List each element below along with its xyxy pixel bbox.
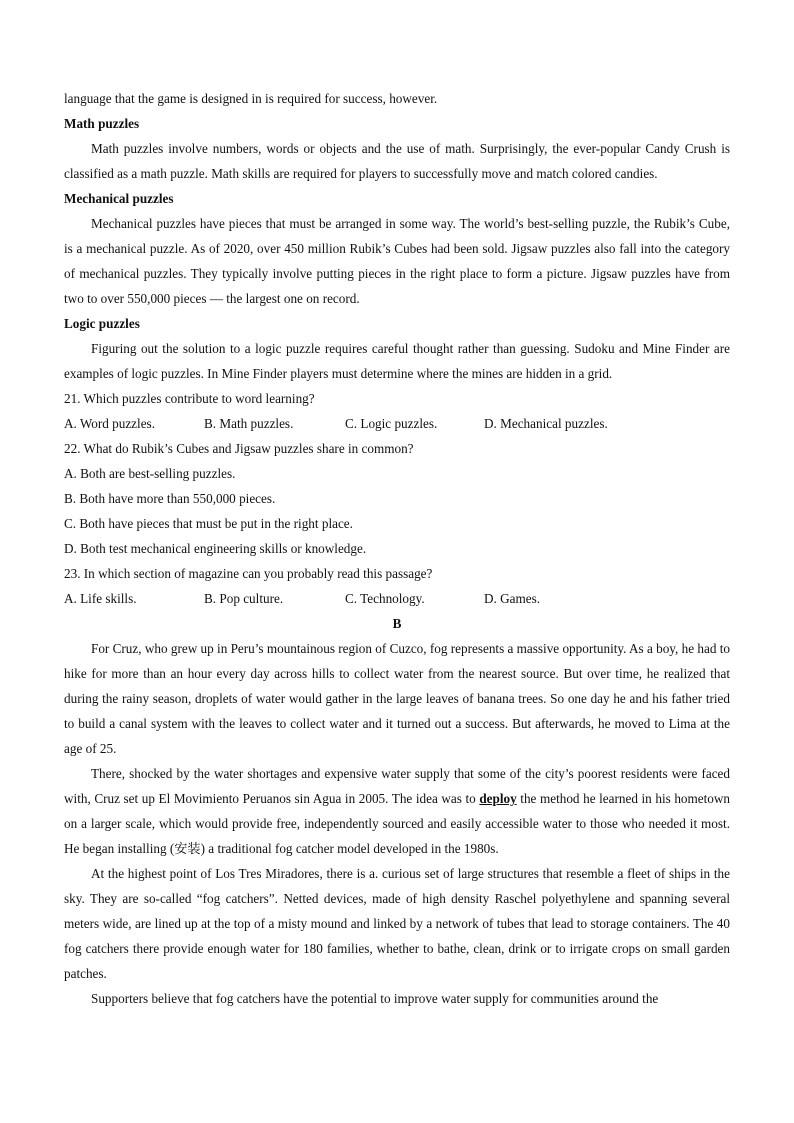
mechanical-puzzles-paragraph: Mechanical puzzles have pieces that must be arranged in some way. The world’s best-selling puzzle, the Rubik’s Cube, is a mechanical puzzle. As of 2020, over 450 million Rubik’s Cubes had been sold. Jigsaw puzzles also fall into the category of mechanical puzzles. They typically involve putting pieces in the right place to form a picture. Jigsaw puzzles have from two to over 550,000 pieces — the largest one on record. <box>64 216 730 306</box>
math-puzzles-heading: Math puzzles <box>64 116 140 131</box>
section-b-label: B <box>392 616 402 631</box>
q23-option-b: B. Pop culture. <box>204 591 284 606</box>
passage-b-paragraph-4: Supporters believe that fog catchers have the potential to improve water supply for communities around the <box>91 991 659 1006</box>
logic-puzzles-heading: Logic puzzles <box>64 316 140 331</box>
q23-option-a: A. Life skills. <box>64 591 137 606</box>
q21-option-b: B. Math puzzles. <box>204 416 294 431</box>
passage-b-paragraph-3: At the highest point of Los Tres Miradores, there is a. curious set of large structures that resemble a fleet of ships in the sky. They are so-called “fog catchers”. Netted devices, made of high density Raschel polyethylene and spanning several meters wide, are lined up at the top of a misty mound and linked by a network of tubes that lead to storage containers. The 40 fog catchers there provide enough water for 180 families, whether to bathe, clean, drink or to irrigate crops on small garden patches. <box>64 866 730 981</box>
keyword-deploy: deploy <box>479 791 517 806</box>
q22-option-b: B. Both have more than 550,000 pieces. <box>64 491 276 506</box>
q22-option-c: C. Both have pieces that must be put in the right place. <box>64 516 353 531</box>
question-23-options <box>64 586 730 611</box>
passage-b-paragraph-1: For Cruz, who grew up in Peru’s mountainous region of Cuzco, fog represents a massive opportunity. As a boy, he had to hike for more than an hour every day across hills to collect water from the nearest source. But over time, he realized that during the rainy season, droplets of water would gather in the large leaves of banana trees. So one day he and his father tried to build a canal system with the leaves to collect water and it turned out a success. But afterwards, he moved to Lima at the age of 25. <box>64 641 730 756</box>
document-page <box>64 86 730 1011</box>
q21-option-d: D. Mechanical puzzles. <box>484 416 608 431</box>
q21-option-a: A. Word puzzles. <box>64 416 155 431</box>
question-21: 21. Which puzzles contribute to word learning? <box>64 391 315 406</box>
mechanical-puzzles-heading: Mechanical puzzles <box>64 191 174 206</box>
q22-option-d: D. Both test mechanical engineering skills or knowledge. <box>64 541 367 556</box>
paragraph-2-text-before: There, shocked by the water shortages and expensive water supply that some of the city’s poorest residents were faced with, Cruz set up El Movimiento Peruanos sin Agua in 2005. The idea was to <box>64 766 730 806</box>
logic-puzzles-paragraph: Figuring out the solution to a logic puzzle requires careful thought rather than guessing. Sudoku and Mine Finder are examples of logic puzzles. In Mine Finder players must determine where the mines are hidden in a grid. <box>64 341 730 381</box>
question-21-options <box>64 411 730 436</box>
paragraph-2-text-after: the method he learned in his hometown on a larger scale, which would provide free, independently sourced and easily accessible water to those who needed it most. He began installing (安装) a traditional fog catcher model developed in the 1980s. <box>64 791 730 856</box>
q23-option-d: D. Games. <box>484 591 541 606</box>
question-22: 22. What do Rubik’s Cubes and Jigsaw puzzles share in common? <box>64 441 414 456</box>
passage-b-paragraph-2 <box>64 761 730 861</box>
intro-tail-text: language that the game is designed in is required for success, however. <box>64 91 438 106</box>
math-puzzles-paragraph: Math puzzles involve numbers, words or objects and the use of math. Surprisingly, the ever-popular Candy Crush is classified as a math puzzle. Math skills are required for players to successfully move and match colored candies. <box>64 141 730 181</box>
q22-option-a: A. Both are best-selling puzzles. <box>64 466 236 481</box>
q21-option-c: C. Logic puzzles. <box>345 416 438 431</box>
question-23: 23. In which section of magazine can you probably read this passage? <box>64 566 433 581</box>
q23-option-c: C. Technology. <box>345 591 425 606</box>
